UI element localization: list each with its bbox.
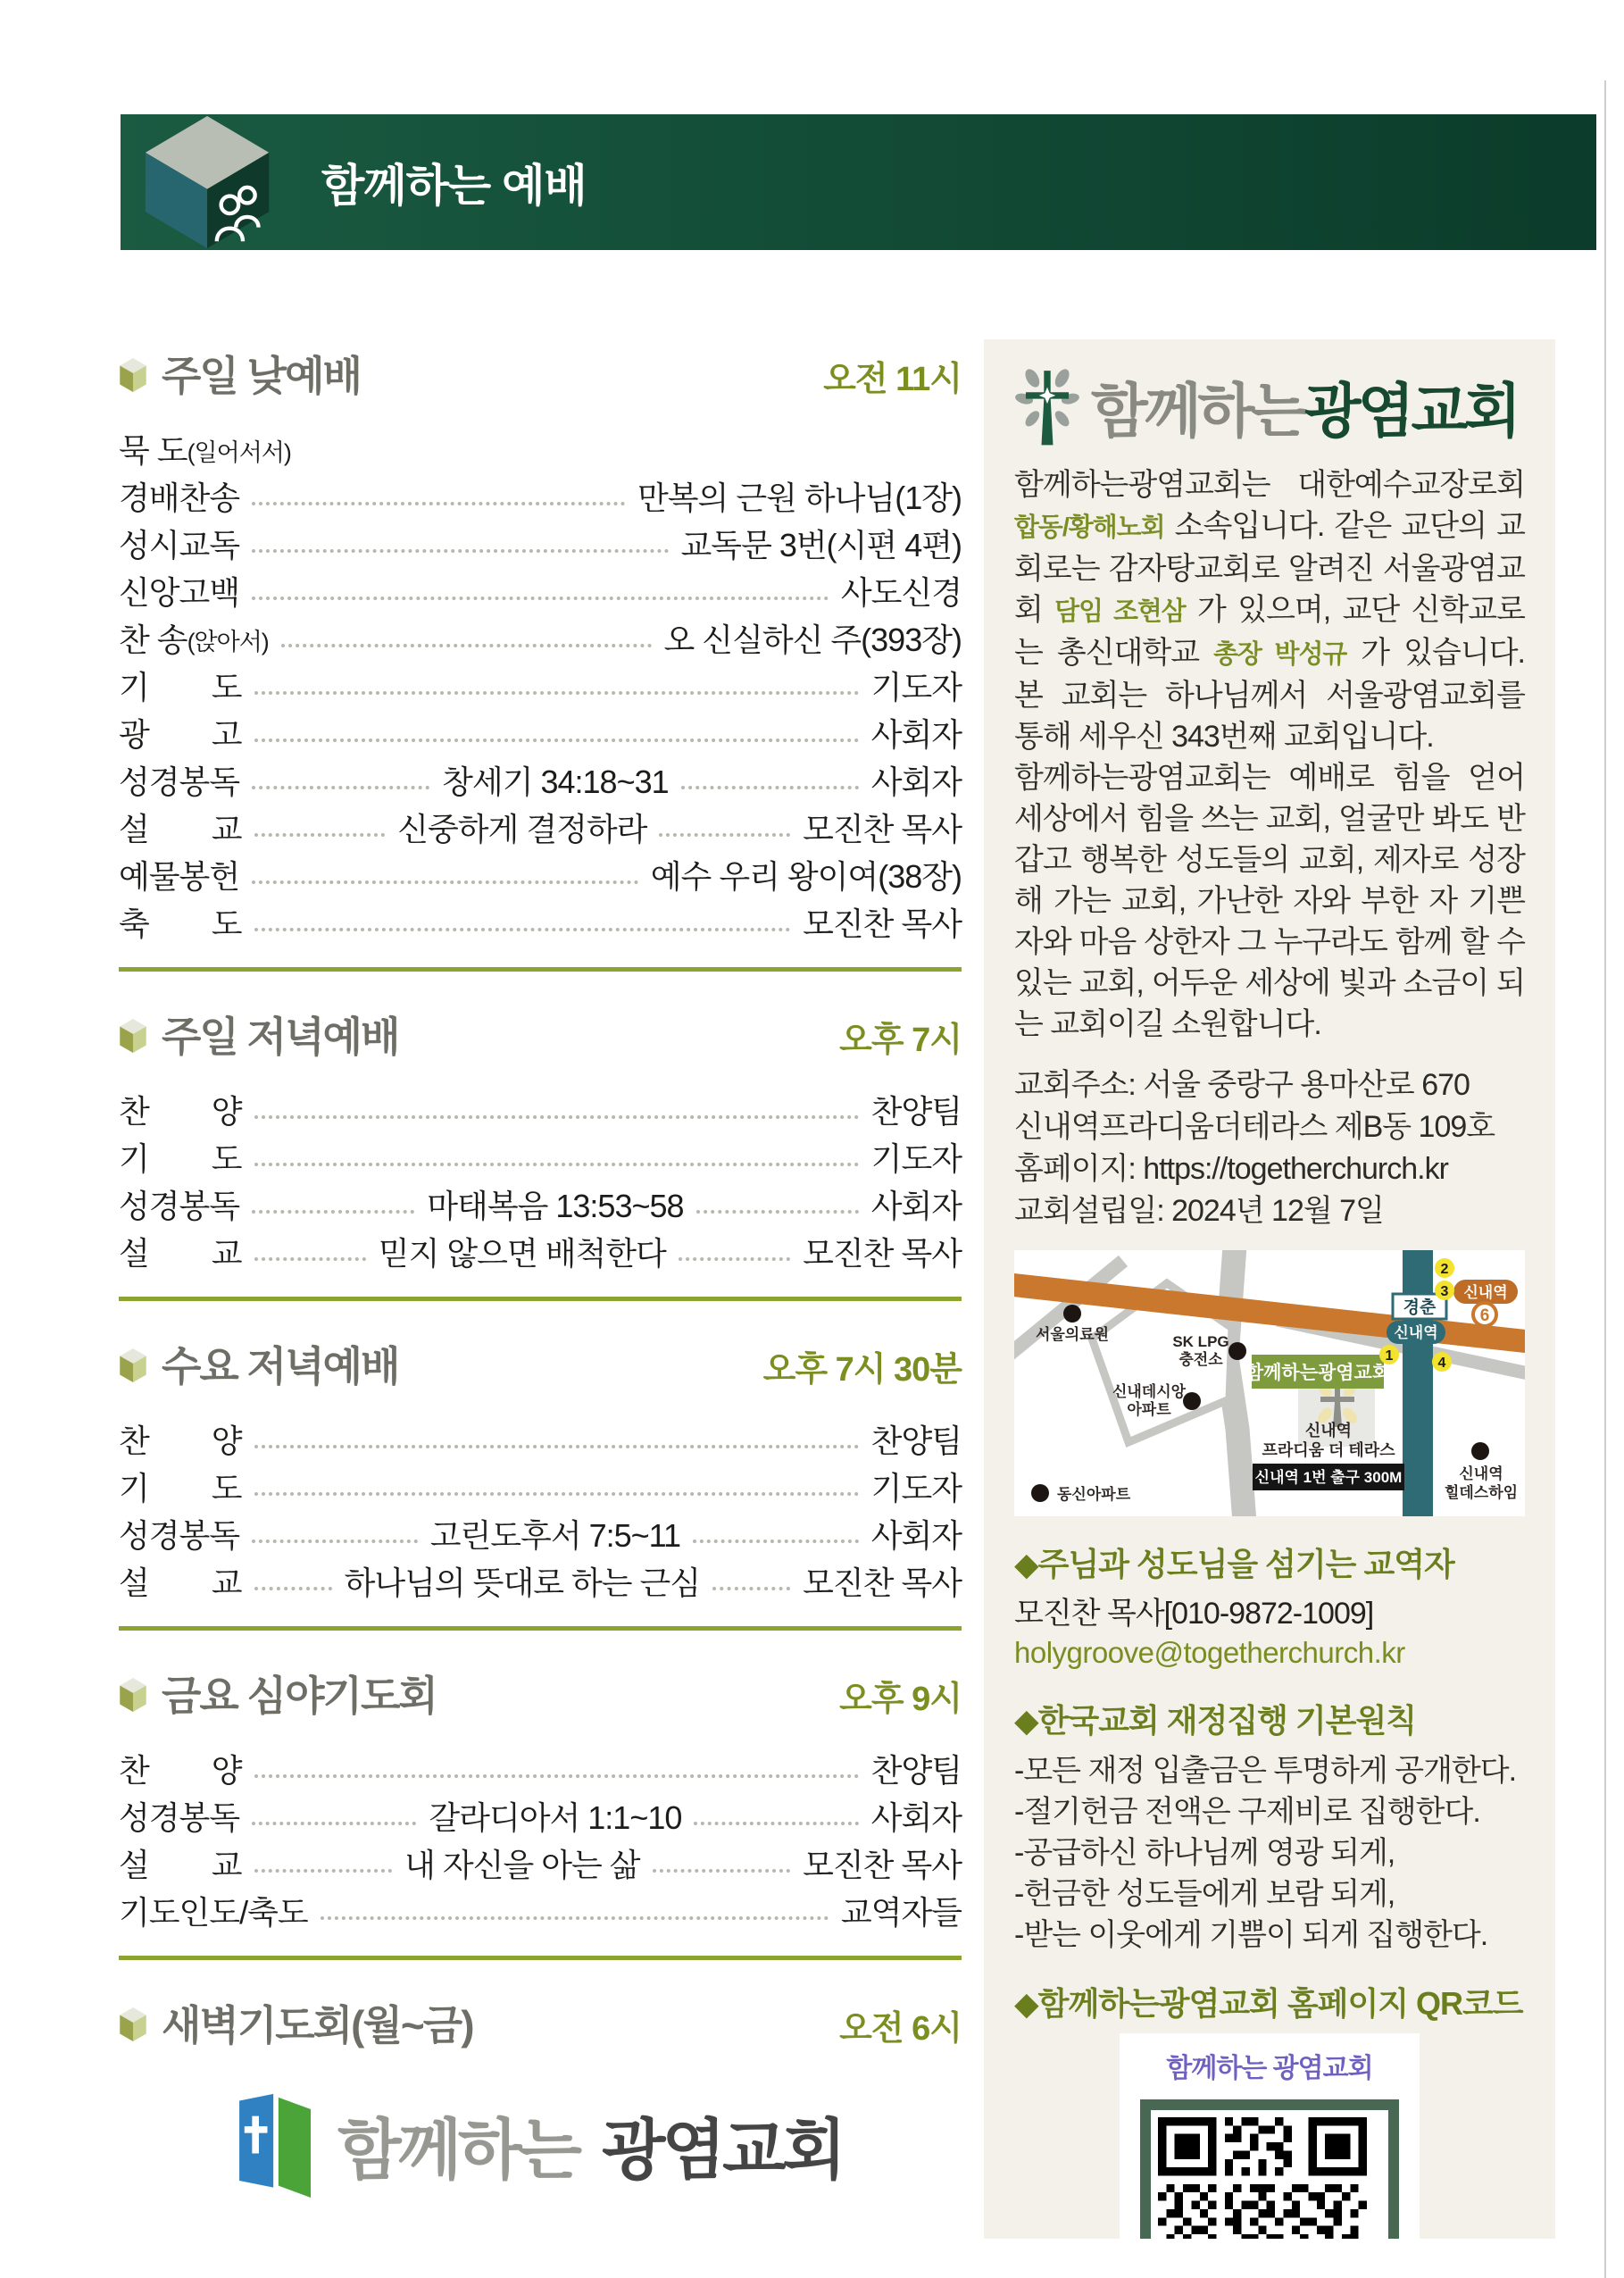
dotted-leader — [321, 1916, 829, 1920]
section-header — [119, 1989, 962, 2049]
order-label: 경배찬송 — [119, 480, 240, 516]
order-label: 설 교 — [119, 1235, 242, 1272]
order-label: 축 도 — [119, 905, 242, 942]
svg-text:신내역 1번 출구 300M: 신내역 1번 출구 300M — [1254, 1469, 1403, 1486]
order-row — [119, 1081, 962, 1128]
svg-text:아파트: 아파트 — [1127, 1401, 1171, 1418]
finance-rule: -공급하신 하나님께 영광 되게, — [1014, 1836, 1395, 1870]
svg-text:1: 1 — [1385, 1348, 1394, 1364]
dotted-leader — [254, 1774, 859, 1778]
section-header — [119, 339, 962, 399]
worship-section — [119, 339, 962, 940]
order-center-text: 갈라디아서 1:1~10 — [429, 1799, 682, 1836]
order-label: 기 도 — [119, 1140, 242, 1177]
order-row — [119, 1882, 962, 1929]
finance-heading: ◆한국교회 재정집행 기본원칙 — [1014, 1702, 1417, 1739]
dotted-leader — [254, 1492, 859, 1496]
svg-text:신내데시앙: 신내데시앙 — [1112, 1383, 1187, 1400]
church-address-block — [1014, 1064, 1525, 1232]
dotted-leader — [712, 1587, 790, 1590]
section-title: 금요 심야기도회 — [162, 1673, 437, 1719]
order-value: 교역자들 — [840, 1894, 962, 1931]
section-title: 주일 낮예배 — [162, 353, 361, 399]
church-intro-paragraph — [1014, 464, 1525, 757]
svg-text:서울의료원: 서울의료원 — [1035, 1326, 1110, 1343]
order-value: 모진찬 목사 — [803, 905, 962, 942]
footer-church-logo — [119, 2092, 962, 2198]
order-value: 모진찬 목사 — [803, 811, 962, 847]
dotted-leader — [252, 549, 668, 553]
address-line: 신내역프라디움더테라스 제B동 109호 — [1014, 1110, 1495, 1144]
dotted-leader — [252, 502, 625, 505]
order-label: 설 교 — [119, 811, 242, 847]
finance-rule: -헌금한 성도들에게 보람 되게, — [1014, 1877, 1395, 1911]
finance-rule: -절기헌금 전액은 구제비로 집행한다. — [1014, 1795, 1480, 1829]
section-title: 새벽기도회(월~금) — [162, 2002, 473, 2049]
order-value: 기도자 — [870, 669, 962, 705]
order-center-text: 내 자신을 아는 삶 — [404, 1847, 640, 1883]
church-info-panel — [984, 339, 1555, 2239]
order-row — [119, 846, 962, 893]
qr-card — [1120, 2033, 1420, 2239]
address-line: 교회설립일: 2024년 12월 7일 — [1014, 1194, 1384, 1228]
section-time: 오전 6시 — [839, 2010, 962, 2048]
order-label: 광 고 — [119, 716, 242, 753]
svg-text:6: 6 — [1479, 1306, 1490, 1325]
svg-text:경춘: 경춘 — [1403, 1298, 1437, 1317]
worship-sections — [119, 339, 962, 2198]
order-row — [119, 1505, 962, 1552]
dotted-leader — [281, 644, 652, 647]
qr-code-graphic — [1158, 2117, 1367, 2239]
dotted-leader — [659, 833, 790, 837]
staff-heading: ◆주님과 성도님을 섬기는 교역자 — [1014, 1546, 1454, 1582]
order-value: 예수 우리 왕이여(38장) — [650, 858, 962, 895]
section-divider — [119, 967, 962, 972]
dotted-leader — [694, 1822, 858, 1825]
order-value: 모진찬 목사 — [803, 1235, 962, 1272]
worship-section — [119, 1989, 962, 2049]
intro-text: 가 있습니다. 본 교회는 하나님께서 서울광염교회를 통해 세우신 343번째 교회입니다. — [1014, 636, 1525, 754]
church-logo-suffix: 광염교회 — [1304, 377, 1519, 444]
order-row — [119, 1457, 962, 1505]
svg-text:신내역: 신내역 — [1459, 1465, 1503, 1482]
order-row — [119, 420, 962, 467]
order-value: 만복의 근원 하나님(1장) — [637, 480, 962, 516]
dotted-leader — [254, 833, 386, 837]
section-header — [119, 1000, 962, 1060]
section-title: 수요 저녁예배 — [162, 1343, 399, 1389]
order-row — [119, 1834, 962, 1882]
order-row — [119, 704, 962, 751]
open-door-cross-icon — [237, 2092, 314, 2198]
order-label: 찬 송 — [119, 622, 187, 658]
order-label: 설 교 — [119, 1565, 242, 1601]
footer-logo-prefix: 함께하는 — [337, 2113, 579, 2187]
section-header — [119, 1659, 962, 1719]
intro-highlight: 담임 조현삼 — [1054, 597, 1186, 626]
order-label: 성경봉독 — [119, 1517, 240, 1554]
order-label: 기 도 — [119, 1470, 242, 1506]
dotted-leader — [252, 597, 829, 600]
section-bullet-cube-icon — [119, 357, 147, 393]
dotted-leader — [254, 1587, 332, 1590]
worship-section — [119, 1659, 962, 1929]
intro-highlight: 총장 박성규 — [1213, 640, 1347, 669]
dotted-leader — [252, 1822, 416, 1825]
section-time: 오후 9시 — [839, 1681, 962, 1718]
order-row — [119, 798, 962, 846]
dotted-leader — [693, 1540, 859, 1543]
order-row — [119, 514, 962, 562]
dotted-leader — [254, 1869, 393, 1873]
dotted-leader — [252, 1210, 414, 1214]
svg-text:힐데스하임: 힐데스하임 — [1444, 1484, 1519, 1501]
order-label-note: (앉아서) — [187, 629, 269, 655]
section-time: 오후 7시 — [839, 1022, 962, 1059]
dotted-leader — [254, 1115, 859, 1119]
section-bullet-cube-icon — [119, 1677, 147, 1713]
svg-text:3: 3 — [1440, 1284, 1449, 1299]
finance-rules — [1014, 1750, 1525, 1956]
svg-text:동신아파트: 동신아파트 — [1057, 1486, 1131, 1503]
dotted-leader — [252, 786, 429, 789]
order-row — [119, 562, 962, 609]
intro-highlight: 합동/황해노회 — [1014, 513, 1165, 542]
dotted-leader — [696, 1210, 859, 1214]
svg-text:SK LPG: SK LPG — [1172, 1333, 1229, 1350]
order-label: 찬 양 — [119, 1752, 242, 1789]
dotted-leader — [254, 738, 859, 742]
order-value: 사회자 — [870, 764, 962, 800]
dotted-leader — [679, 1257, 790, 1261]
order-value: 찬양팀 — [870, 1093, 962, 1130]
qr-heading: ◆함께하는광염교회 홈페이지 QR코드 — [1014, 1985, 1523, 2022]
finance-rule: -받는 이웃에게 기쁨이 되게 집행한다. — [1014, 1918, 1488, 1952]
intro-text: 가 있으며, 교단 신학교로는 총신대학교 — [1014, 593, 1525, 670]
order-row — [119, 1128, 962, 1175]
church-logo — [1014, 363, 1525, 448]
order-label: 예물봉헌 — [119, 858, 240, 895]
section-bullet-cube-icon — [119, 1018, 147, 1054]
order-label: 성경봉독 — [119, 1799, 240, 1836]
staff-pastor-line: 모진찬 목사[010-9872-1009] — [1014, 1597, 1374, 1631]
order-center-text: 창세기 34:18~31 — [442, 764, 669, 800]
order-label: 기도인도/축도 — [119, 1894, 308, 1931]
order-value: 모진찬 목사 — [803, 1847, 962, 1883]
location-map — [1014, 1250, 1525, 1516]
order-row — [119, 467, 962, 514]
order-label: 설 교 — [119, 1847, 242, 1883]
dotted-leader — [254, 1445, 859, 1448]
order-row — [119, 1787, 962, 1834]
dotted-leader — [254, 1257, 366, 1261]
dotted-leader — [252, 880, 638, 884]
svg-text:4: 4 — [1437, 1356, 1446, 1371]
dotted-leader — [254, 928, 791, 931]
svg-text:함께하는광염교회: 함께하는광염교회 — [1245, 1363, 1391, 1383]
dotted-leader — [254, 1163, 859, 1166]
order-row — [119, 1410, 962, 1457]
order-row — [119, 656, 962, 704]
church-vision-paragraph: 함께하는광염교회는 예배로 힘을 얻어 세상에서 힘을 쓰는 교회, 얼굴만 봐도 반갑고 행복한 성도들의 교회, 제자로 성장해 가는 교회, 가난한 자와 부한 자 기쁜 자와 마음 상한자 그 누구라도 함께 할 수 있는 교회, 어두운 세상에 빛과 소금이 되는 교회이길 소원합니다. — [1014, 761, 1525, 1041]
church-logo-prefix: 함께하는 — [1091, 377, 1305, 444]
order-value: 기도자 — [870, 1140, 962, 1177]
order-center-text: 고린도후서 7:5~11 — [429, 1517, 681, 1554]
order-value: 사회자 — [870, 1188, 962, 1224]
dotted-leader — [254, 691, 859, 695]
section-divider — [119, 1297, 962, 1301]
finance-rule: -모든 재정 입출금은 투명하게 공개한다. — [1014, 1754, 1517, 1788]
address-line: 홈페이지: https://togetherchurch.kr — [1014, 1152, 1448, 1186]
order-label: 기 도 — [119, 669, 242, 705]
intro-text: 소속입니다. 같은 교단의 교회로는 감자탕교회로 알려진 서울광염교회 — [1014, 509, 1525, 627]
order-row — [119, 893, 962, 940]
intro-text: 함께하는광염교회는 대한예수교장로회 — [1014, 468, 1525, 502]
section-divider — [119, 1956, 962, 1960]
order-label-note: (일어서서) — [187, 439, 291, 466]
order-value: 사도신경 — [840, 574, 962, 611]
section-time: 오전 11시 — [823, 361, 962, 398]
svg-text:2: 2 — [1440, 1262, 1449, 1277]
order-value: 사회자 — [870, 1517, 962, 1554]
order-label: 찬 양 — [119, 1093, 242, 1130]
order-value: 사회자 — [870, 1799, 962, 1836]
order-value: 찬양팀 — [870, 1423, 962, 1459]
order-center-text: 믿지 않으면 배척한다 — [378, 1235, 666, 1272]
dotted-leader — [653, 1869, 791, 1873]
qr-code — [1140, 2099, 1399, 2239]
svg-text:신내역: 신내역 — [1463, 1284, 1508, 1301]
order-center-text: 하나님의 뜻대로 하는 근심 — [344, 1565, 701, 1601]
order-row — [119, 1175, 962, 1222]
location-map-graphic — [1014, 1250, 1525, 1516]
dotted-leader — [681, 786, 859, 789]
order-value: 모진찬 목사 — [803, 1565, 962, 1601]
section-header — [119, 1330, 962, 1387]
worship-section — [119, 1330, 962, 1599]
order-label: 성시교독 — [119, 527, 240, 563]
section-time: 오후 7시 30분 — [762, 1351, 962, 1389]
order-row — [119, 1740, 962, 1787]
section-title: 주일 저녁예배 — [162, 1014, 399, 1060]
order-label: 묵 도 — [119, 432, 187, 469]
svg-text:신내역: 신내역 — [1304, 1422, 1353, 1439]
address-line: 교회주소: 서울 중랑구 용마산로 670 — [1014, 1068, 1470, 1102]
order-row — [119, 1552, 962, 1599]
order-value: 사회자 — [870, 716, 962, 753]
order-value: 기도자 — [870, 1470, 962, 1506]
people-cube-icon — [142, 114, 272, 250]
order-label: 성경봉독 — [119, 1188, 240, 1224]
dotted-leader — [252, 1540, 418, 1543]
qr-card-title: 함께하는 광염교회 — [1166, 2054, 1373, 2083]
order-row — [119, 1222, 962, 1270]
banner-title: 함께하는 예배 — [321, 161, 587, 211]
worship-section — [119, 1000, 962, 1270]
section-divider — [119, 1626, 962, 1631]
svg-text:프라디움 더 테라스: 프라디움 더 테라스 — [1262, 1441, 1395, 1459]
order-center-text: 마태복음 13:53~58 — [427, 1188, 684, 1224]
svg-text:신내역: 신내역 — [1394, 1324, 1438, 1341]
order-label: 성경봉독 — [119, 764, 240, 800]
order-label: 찬 양 — [119, 1423, 242, 1459]
page-edge-line — [1604, 80, 1606, 2278]
order-center-text: 신중하게 결정하라 — [397, 811, 647, 847]
order-row — [119, 751, 962, 798]
order-value: 교독문 3번(시편 4편) — [680, 527, 962, 563]
order-value: 찬양팀 — [870, 1752, 962, 1789]
order-value: 오 신실하신 주(393장) — [663, 622, 962, 658]
staff-email: holygroove@togetherchurch.kr — [1014, 1636, 1405, 1669]
cross-leaves-icon — [1014, 363, 1080, 448]
section-bullet-cube-icon — [119, 1348, 147, 1383]
order-label: 신앙고백 — [119, 574, 240, 611]
order-row — [119, 609, 962, 656]
svg-text:충전소: 충전소 — [1178, 1351, 1223, 1368]
footer-logo-suffix: 광염교회 — [602, 2113, 843, 2187]
worship-banner — [121, 114, 1596, 250]
section-bullet-cube-icon — [119, 2007, 147, 2042]
